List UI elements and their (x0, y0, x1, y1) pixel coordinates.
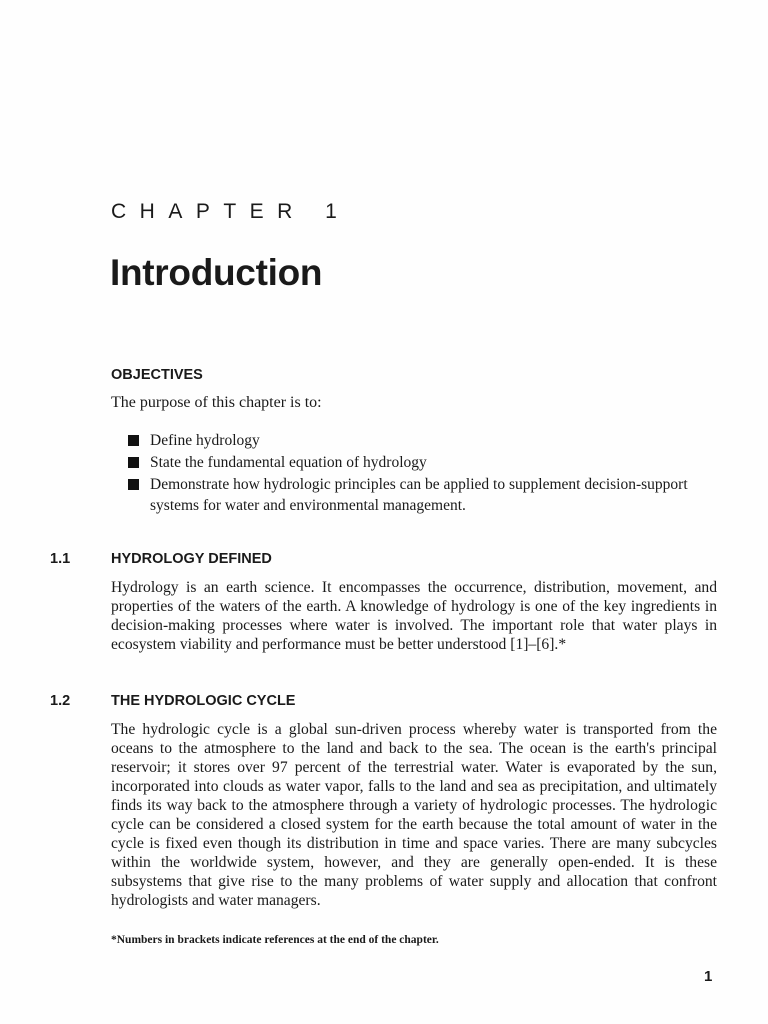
objective-item (128, 474, 720, 516)
objective-text: State the fundamental equation of hydrology (150, 454, 427, 471)
objectives-list (128, 430, 720, 517)
objective-item (128, 430, 720, 451)
objective-text: Define hydrology (150, 432, 260, 449)
section-number: 1.2 (50, 693, 71, 709)
objective-item (128, 452, 720, 473)
section-number: 1.1 (50, 551, 71, 567)
footnote: *Numbers in brackets indicate references at the end of the chapter. (111, 934, 439, 946)
bullet-square-icon (128, 435, 139, 446)
bullet-square-icon (128, 457, 139, 468)
page-number: 1 (704, 968, 713, 985)
objectives-intro: The purpose of this chapter is to: (111, 394, 322, 411)
chapter-title: Introduction (110, 252, 323, 293)
chapter-label: CHAPTER 1 (111, 200, 351, 223)
objectives-heading: OBJECTIVES (111, 367, 203, 383)
section-body: Hydrology is an earth science. It encompasses the occurrence, distribution, movement, and properties of the waters of the earth. A knowledge of hydrology is one of the key ingredients in decision-making processes where water is involved. The important role that water plays in ecosystem viability and performance must be better understood [1]–[6].* (111, 579, 717, 653)
bullet-square-icon (128, 479, 139, 490)
section-body: The hydrologic cycle is a global sun-driven process whereby water is transported from the oceans to the atmosphere to the land and back to the sea. The ocean is the earth's principal reservoir; it stores over 97 percent of the terrestrial water. Water is evaporated by the sun, incorporated into clouds as water vapor, falls to the land and sea as precipitation, and ultimately finds its way back to the atmosphere through a variety of hydrologic processes. The hydrologic cycle can be considered a closed system for the earth because the total amount of water in the cycle is fixed even though its distribution in time and space varies. There are many subcycles within the worldwide system, however, and they are generally open-ended. It is these subsystems that give rise to the many problems of water supply and allocation that confront hydrologists and water managers. (111, 721, 717, 909)
objective-text: Demonstrate how hydrologic principles can be applied to supplement decision-support systems for water and environmental management. (150, 476, 688, 514)
section-heading: THE HYDROLOGIC CYCLE (111, 693, 296, 709)
section-heading: HYDROLOGY DEFINED (111, 551, 272, 567)
